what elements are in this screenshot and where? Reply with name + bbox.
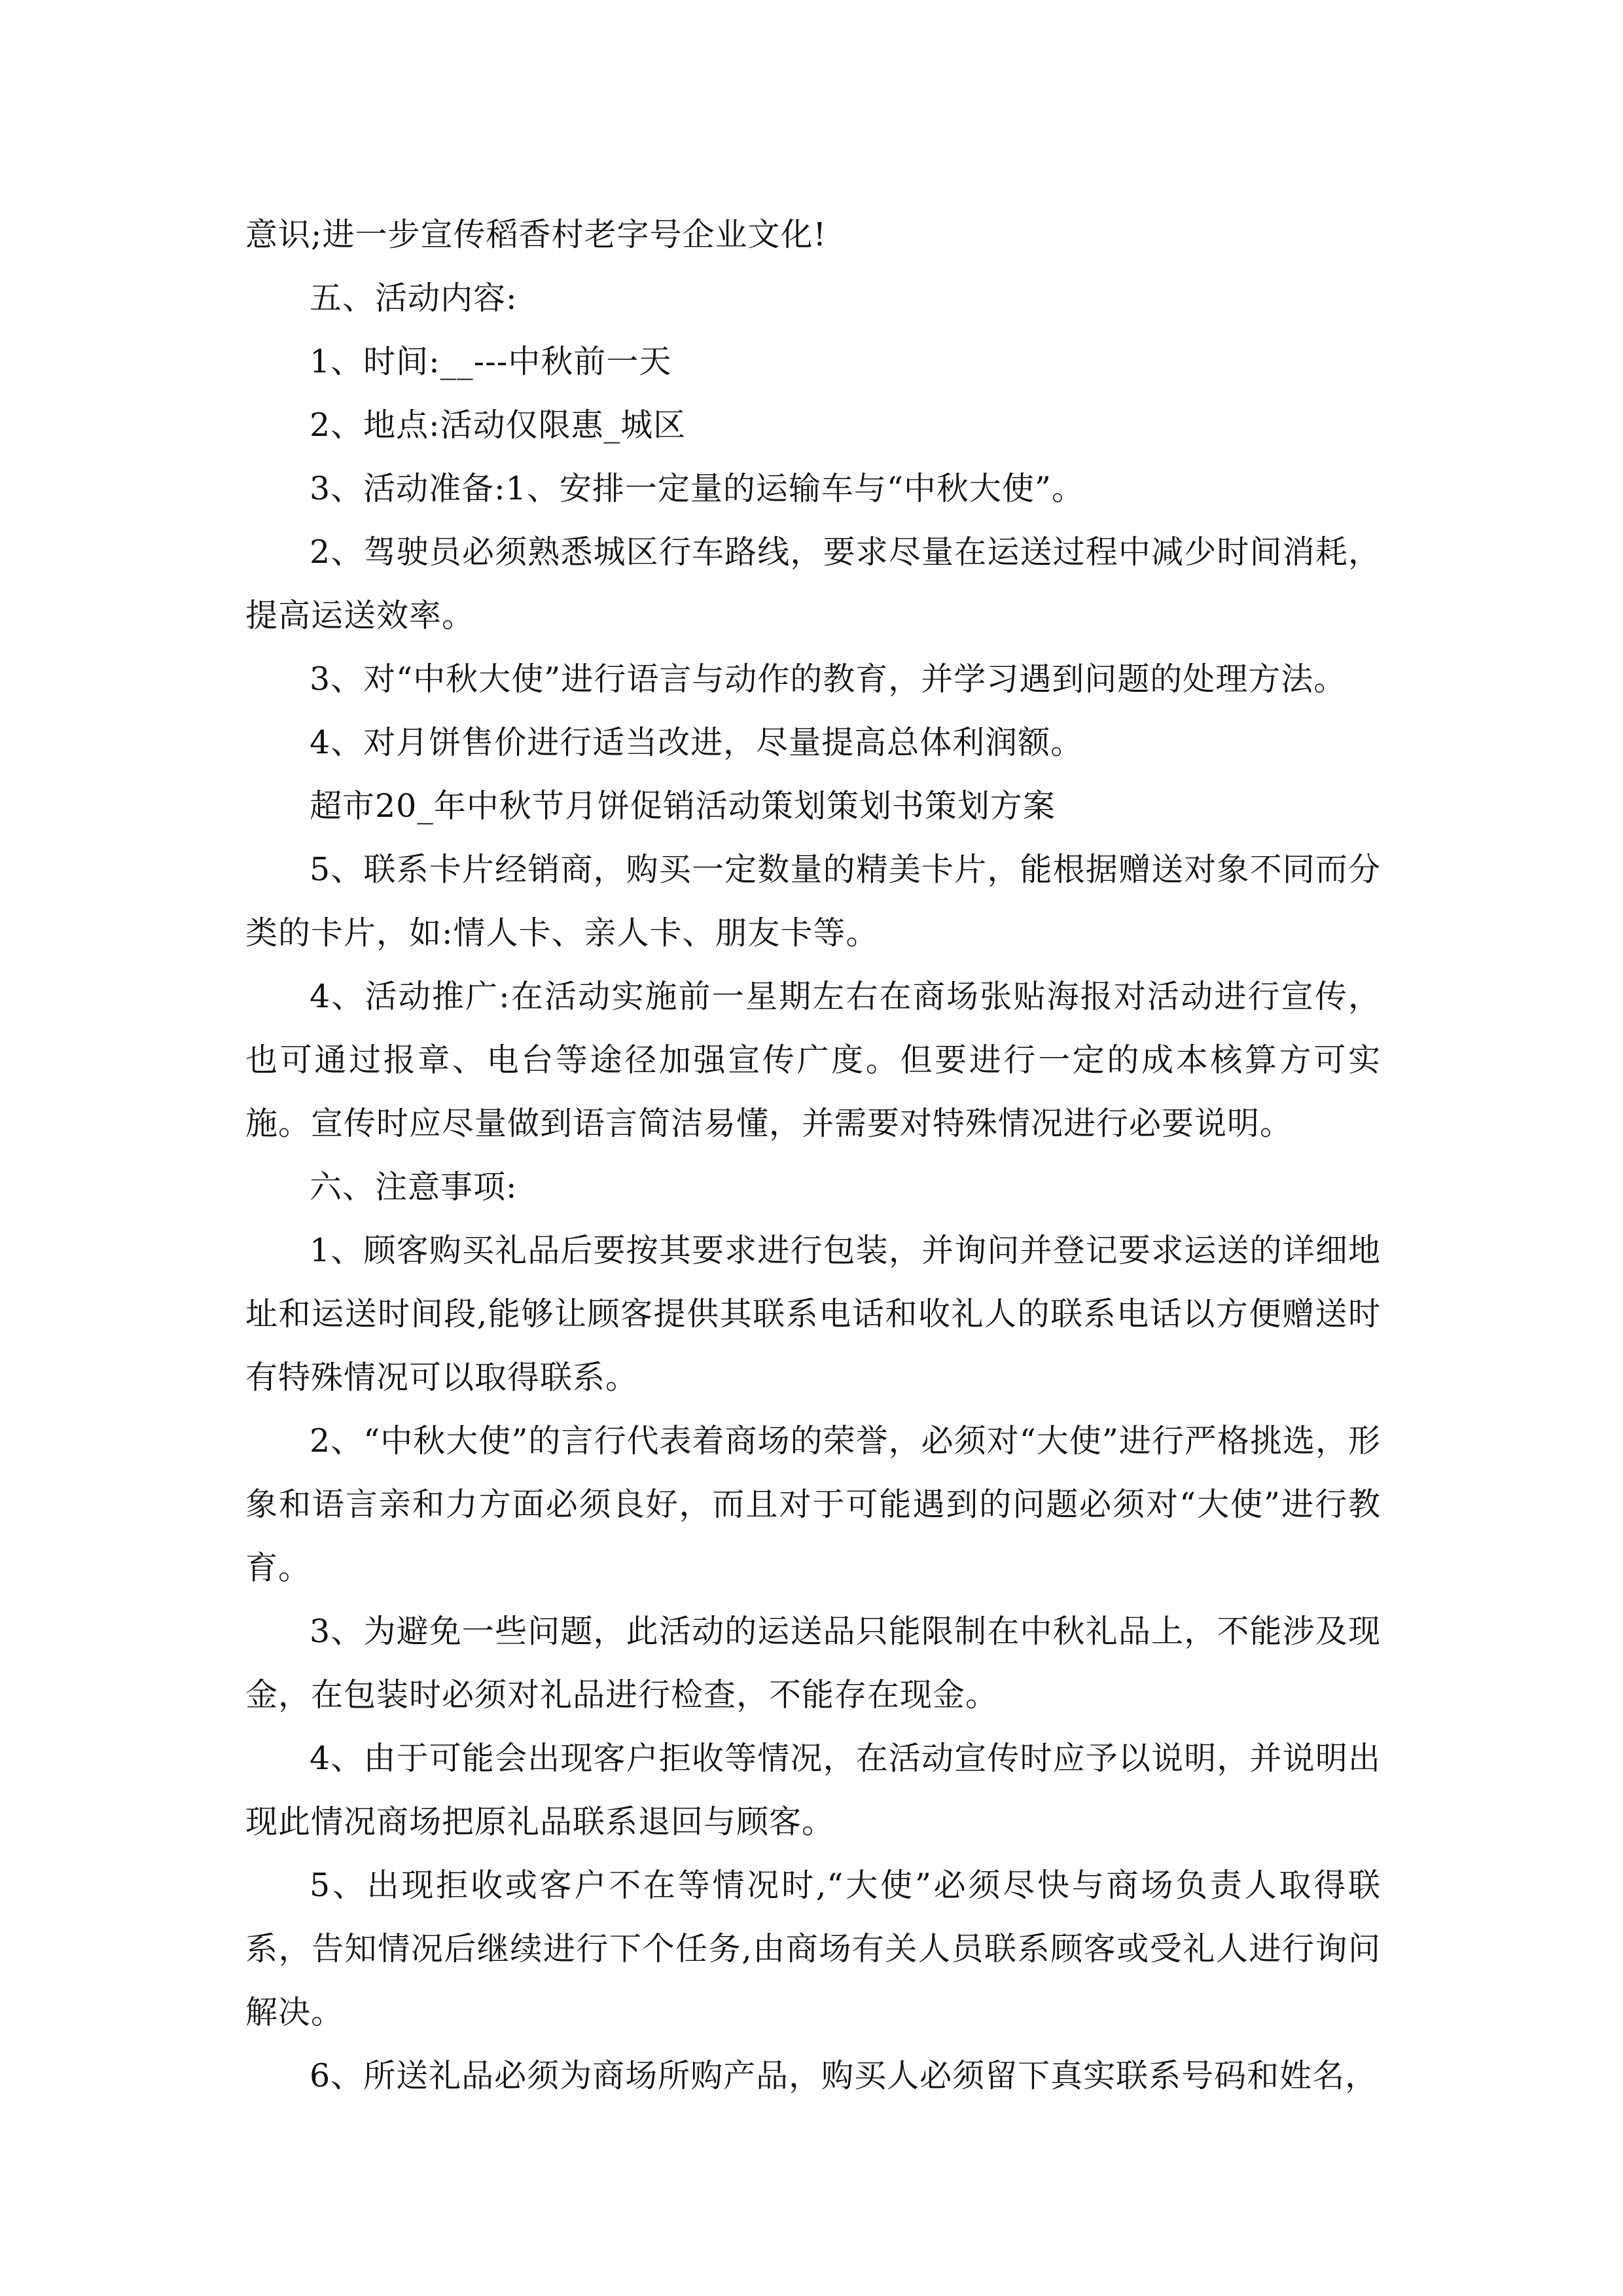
paragraph-note-5: 5、出现拒收或客户不在等情况时,“大使”必须尽快与商场负责人取得联系，告知情况后继续进行下个任务,由商场有关人员联系顾客或受礼人进行询问解决。 [245, 1867, 1381, 2031]
paragraph-cards: 5、联系卡片经销商，购买一定数量的精美卡片，能根据赠送对象不同而分类的卡片，如:情人卡、亲人卡、朋友卡等。 [245, 851, 1381, 952]
paragraph-note-1: 1、顾客购买礼品后要按其要求进行包装，并询问并登记要求运送的详细地址和运送时间段,能够让顾客提供其联系电话和收礼人的联系电话以方便赠送时有特殊情况可以取得联系。 [245, 1232, 1381, 1396]
paragraph-ambassador-training: 3、对“中秋大使”进行语言与动作的教育，并学习遇到问题的处理方法。 [310, 660, 1347, 698]
paragraph-driver: 2、驾驶员必须熟悉城区行车路线，要求尽量在运送过程中减少时间消耗，提高运送效率。 [245, 533, 1381, 634]
section-heading-notes: 六、注意事项: [310, 1168, 518, 1206]
paragraph-note-6: 6、所送礼品必须为商场所购产品，购买人必须留下真实联系号码和姓名， [310, 2057, 1378, 2094]
paragraph-plan-title: 超市20_年中秋节月饼促销活动策划策划书策划方案 [310, 787, 1056, 825]
paragraph-pricing: 4、对月饼售价进行适当改进，尽量提高总体利润额。 [310, 724, 1084, 761]
paragraph-preparation: 3、活动准备:1、安排一定量的运输车与“中秋大使”。 [310, 470, 1084, 507]
paragraph-note-2: 2、“中秋大使”的言行代表着商场的荣誉，必须对“大使”进行严格挑选，形象和语言亲和力方面必须良好，而且对于可能遇到的问题必须对“大使”进行教育。 [245, 1422, 1381, 1587]
paragraph-time: 1、时间:__---中秋前一天 [310, 343, 672, 380]
paragraph-promotion: 4、活动推广:在活动实施前一星期左右在商场张贴海报对活动进行宣传，也可通过报章、电台等途径加强宣传广度。但要进行一定的成本核算方可实施。宣传时应尽量做到语言简洁易懂，并需要对特殊情况进行必要说明。 [245, 978, 1381, 1142]
paragraph-note-4: 4、由于可能会出现客户拒收等情况，在活动宣传时应予以说明，并说明出现此情况商场把原礼品联系退回与顾客。 [245, 1740, 1381, 1840]
paragraph-location: 2、地点:活动仅限惠_城区 [310, 406, 687, 444]
document-body [245, 203, 1381, 2108]
paragraph-note-3: 3、为避免一些问题，此活动的运送品只能限制在中秋礼品上，不能涉及现金，在包装时必须对礼品进行检查，不能存在现金。 [245, 1613, 1381, 1713]
paragraph-continuation: 意识;进一步宣传稻香村老字号企业文化! [245, 216, 827, 253]
section-heading-activity-content: 五、活动内容: [310, 279, 518, 317]
